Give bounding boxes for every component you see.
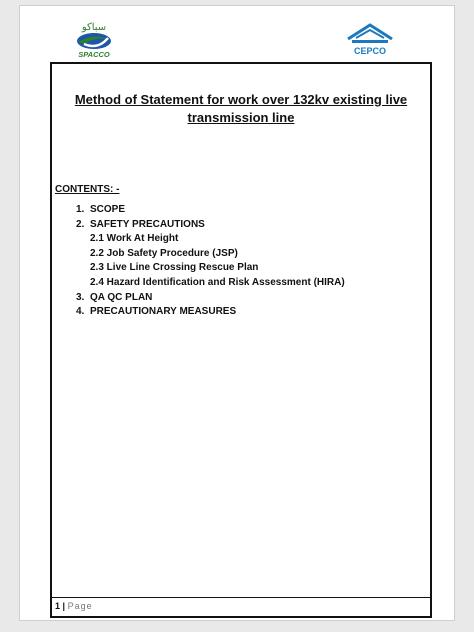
page-border-frame <box>50 62 432 618</box>
page-header <box>20 6 454 66</box>
toc-subitem-job-safety-procedure: 2.2 Job Safety Procedure (JSP) <box>90 247 238 259</box>
spacco-wordmark: SPACCO <box>78 50 110 59</box>
spacco-logo <box>64 20 124 60</box>
toc-item-safety-precautions: 2. SAFETY PRECAUTIONS <box>76 218 205 230</box>
document-page <box>20 6 454 620</box>
toc-subitem-work-at-height: 2.1 Work At Height <box>90 233 179 245</box>
contents-heading: CONTENTS: - <box>55 184 120 195</box>
cepco-wordmark: CEPCO <box>353 46 387 56</box>
footer-divider <box>52 597 430 614</box>
toc-item-scope: 1. SCOPE <box>76 204 126 215</box>
toc-item-precautionary-measures: 4. PRECAUTIONARY MEASURES <box>76 306 237 318</box>
toc-item-qa-qc-plan: 3. QA QC PLAN <box>76 291 153 303</box>
page-number: 1 <box>55 601 61 611</box>
table-of-contents <box>76 203 345 320</box>
spacco-arabic-text: سباكو <box>81 22 107 33</box>
page-footer <box>55 601 93 611</box>
document-title <box>52 91 430 127</box>
title-line-2: transmission line <box>187 110 295 125</box>
page-label: Page <box>67 601 93 611</box>
page-separator: | <box>62 601 66 611</box>
cepco-logo <box>342 21 398 59</box>
toc-subitem-hira: 2.4 Hazard Identification and Risk Assessment (HIRA) <box>90 276 345 288</box>
title-line-1: Method of Statement for work over 132kv existing live <box>74 92 408 107</box>
toc-subitem-rescue-plan: 2.3 Live Line Crossing Rescue Plan <box>90 262 259 274</box>
